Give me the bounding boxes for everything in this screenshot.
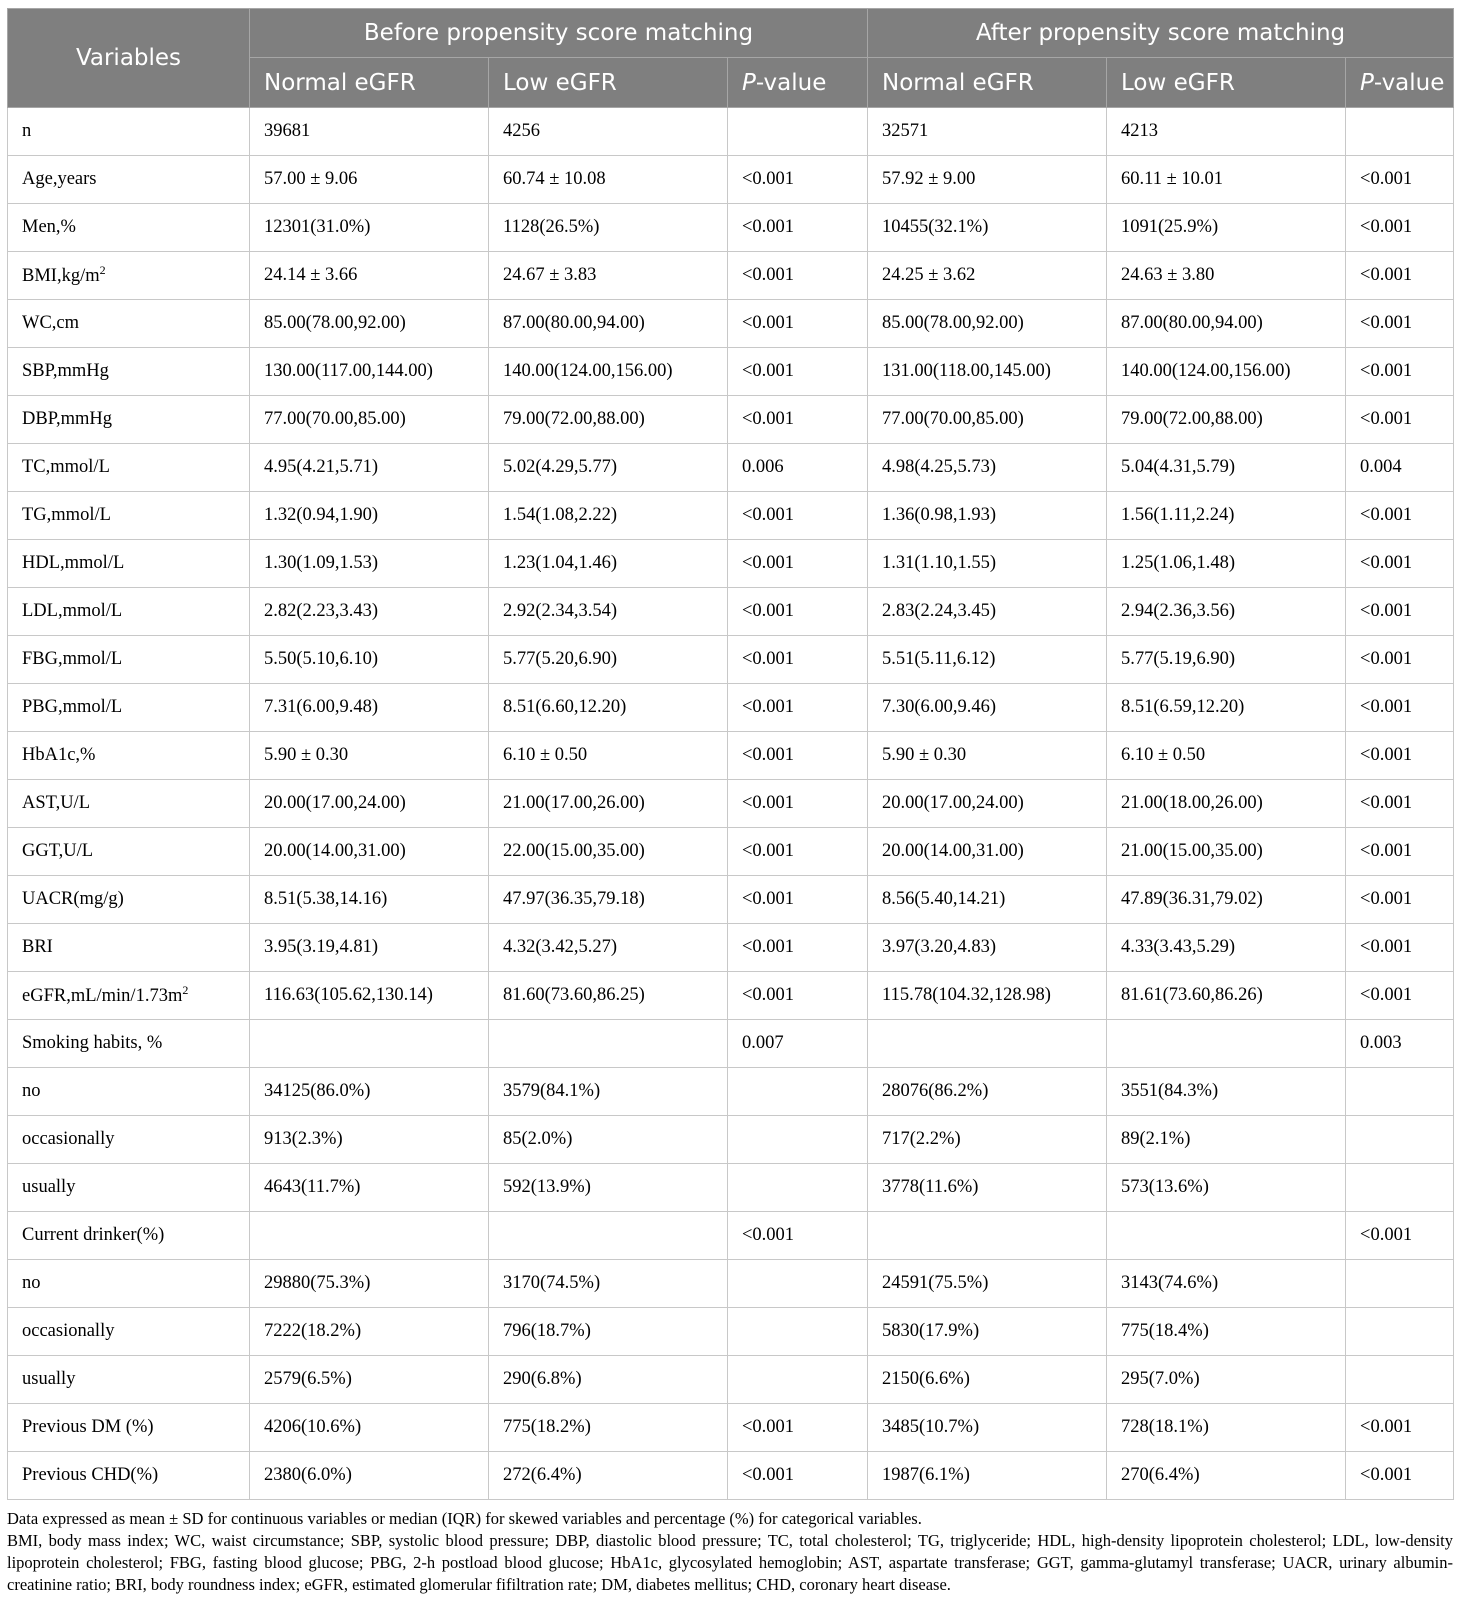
cell-a-p [1346, 108, 1454, 156]
cell-a-normal: 4.98(4.25,5.73) [868, 444, 1107, 492]
table-row [8, 300, 1454, 348]
cell-a-low: 21.00(15.00,35.00) [1107, 828, 1346, 876]
cell-a-p: <0.001 [1346, 636, 1454, 684]
cell-b-normal: 24.14 ± 3.66 [250, 252, 489, 300]
cell-a-low: 4213 [1107, 108, 1346, 156]
table-row [8, 876, 1454, 924]
cell-b-normal: 20.00(14.00,31.00) [250, 828, 489, 876]
cell-b-normal: 5.50(5.10,6.10) [250, 636, 489, 684]
cell-a-low: 8.51(6.59,12.20) [1107, 684, 1346, 732]
cell-b-low: 24.67 ± 3.83 [489, 252, 728, 300]
row-label: GGT,U/L [8, 828, 250, 876]
row-label: no [8, 1068, 250, 1116]
cell-b-normal [250, 1020, 489, 1068]
cell-b-normal: 1.30(1.09,1.53) [250, 540, 489, 588]
row-label: AST,U/L [8, 780, 250, 828]
cell-a-low: 24.63 ± 3.80 [1107, 252, 1346, 300]
cell-a-low [1107, 1020, 1346, 1068]
cell-a-low: 79.00(72.00,88.00) [1107, 396, 1346, 444]
cell-a-low: 295(7.0%) [1107, 1356, 1346, 1404]
cell-a-p [1346, 1308, 1454, 1356]
table-row [8, 924, 1454, 972]
footnote-abbreviations: BMI, body mass index; WC, waist circumstance; SBP, systolic blood pressure; DBP, diastolic blood pressure; TC, total cholesterol; TG, triglyceride; HDL, high-density lipoprotein cholesterol; LDL, low-density lipoprotein cholesterol; FBG, fasting blood glucose; PBG, 2-h postload blood glucose; HbA1c, glycosylated hemoglobin; AST, aspartate transferase; GGT, gamma-glutamyl transferase; UACR, urinary albumin-creatinine ratio; BRI, body roundness index; eGFR, estimated glomerular fifiltration rate; DM, diabetes mellitus; CHD, coronary heart disease. [7, 1531, 1453, 1594]
table-row [8, 108, 1454, 156]
cell-b-normal: 116.63(105.62,130.14) [250, 972, 489, 1020]
cell-b-low: 140.00(124.00,156.00) [489, 348, 728, 396]
cell-b-normal: 85.00(78.00,92.00) [250, 300, 489, 348]
cell-b-p [728, 1308, 868, 1356]
cell-b-p: <0.001 [728, 732, 868, 780]
cell-b-p [728, 1164, 868, 1212]
cell-a-low: 3143(74.6%) [1107, 1260, 1346, 1308]
table-row [8, 348, 1454, 396]
cell-b-low: 81.60(73.60,86.25) [489, 972, 728, 1020]
cell-b-p [728, 1116, 868, 1164]
cell-b-low: 5.77(5.20,6.90) [489, 636, 728, 684]
cell-a-p: <0.001 [1346, 1452, 1454, 1500]
row-label: usually [8, 1356, 250, 1404]
header-after-normal: Normal eGFR [868, 58, 1107, 108]
cell-a-normal: 5.90 ± 0.30 [868, 732, 1107, 780]
row-label: TG,mmol/L [8, 492, 250, 540]
cell-b-normal: 1.32(0.94,1.90) [250, 492, 489, 540]
cell-a-p: <0.001 [1346, 1212, 1454, 1260]
row-label: FBG,mmol/L [8, 636, 250, 684]
cell-b-normal: 7222(18.2%) [250, 1308, 489, 1356]
cell-a-normal: 717(2.2%) [868, 1116, 1107, 1164]
row-label: Smoking habits, % [8, 1020, 250, 1068]
cell-b-low: 6.10 ± 0.50 [489, 732, 728, 780]
cell-b-p: <0.001 [728, 492, 868, 540]
cell-a-low: 1.25(1.06,1.48) [1107, 540, 1346, 588]
cell-b-low: 2.92(2.34,3.54) [489, 588, 728, 636]
row-label: $BMI,kg/m^2$ [8, 252, 250, 300]
cell-b-p: <0.001 [728, 1212, 868, 1260]
cell-b-low: 290(6.8%) [489, 1356, 728, 1404]
cell-a-low: 270(6.4%) [1107, 1452, 1346, 1500]
cell-b-p: 0.007 [728, 1020, 868, 1068]
cell-b-low: 796(18.7%) [489, 1308, 728, 1356]
cell-b-low: 60.74 ± 10.08 [489, 156, 728, 204]
cell-b-low: 775(18.2%) [489, 1404, 728, 1452]
cell-a-p: <0.001 [1346, 732, 1454, 780]
row-label: occasionally [8, 1308, 250, 1356]
cell-b-low: 85(2.0%) [489, 1116, 728, 1164]
cell-a-low: 775(18.4%) [1107, 1308, 1346, 1356]
cell-b-p: <0.001 [728, 684, 868, 732]
cell-b-normal: 57.00 ± 9.06 [250, 156, 489, 204]
table-row [8, 1308, 1454, 1356]
cell-b-p: <0.001 [728, 876, 868, 924]
cell-a-p: <0.001 [1346, 396, 1454, 444]
baseline-characteristics-table [7, 8, 1454, 1500]
cell-b-p [728, 1260, 868, 1308]
cell-a-p: <0.001 [1346, 684, 1454, 732]
cell-b-normal: 3.95(3.19,4.81) [250, 924, 489, 972]
cell-b-p: <0.001 [728, 204, 868, 252]
cell-a-p [1346, 1260, 1454, 1308]
cell-a-p: <0.001 [1346, 204, 1454, 252]
cell-a-p [1346, 1164, 1454, 1212]
cell-b-p: <0.001 [728, 396, 868, 444]
row-label: PBG,mmol/L [8, 684, 250, 732]
cell-a-low: 6.10 ± 0.50 [1107, 732, 1346, 780]
footnote-data-expression: Data expressed as mean ± SD for continuous variables or median (IQR) for skewed variables and percentage (%) for categorical variables. [7, 1509, 922, 1528]
header-after-pvalue: P-value [1346, 58, 1454, 108]
table-row [8, 1260, 1454, 1308]
table-row [8, 684, 1454, 732]
cell-b-normal: 12301(31.0%) [250, 204, 489, 252]
row-label: Previous CHD(%) [8, 1452, 250, 1500]
cell-b-normal: 39681 [250, 108, 489, 156]
cell-b-normal: 5.90 ± 0.30 [250, 732, 489, 780]
header-after-psm: After propensity score matching [868, 9, 1454, 58]
table-body [8, 108, 1454, 1500]
table-header [8, 9, 1454, 108]
cell-b-normal: 20.00(17.00,24.00) [250, 780, 489, 828]
cell-a-p: <0.001 [1346, 876, 1454, 924]
row-label: Men,% [8, 204, 250, 252]
cell-b-low: 1.54(1.08,2.22) [489, 492, 728, 540]
cell-a-low: 81.61(73.60,86.26) [1107, 972, 1346, 1020]
cell-b-low: 79.00(72.00,88.00) [489, 396, 728, 444]
cell-a-low [1107, 1212, 1346, 1260]
cell-a-normal: 3485(10.7%) [868, 1404, 1107, 1452]
row-label: LDL,mmol/L [8, 588, 250, 636]
cell-a-p: 0.004 [1346, 444, 1454, 492]
cell-a-normal [868, 1020, 1107, 1068]
cell-b-low: 8.51(6.60,12.20) [489, 684, 728, 732]
cell-a-p: <0.001 [1346, 828, 1454, 876]
cell-a-low: 5.04(4.31,5.79) [1107, 444, 1346, 492]
cell-a-p: <0.001 [1346, 972, 1454, 1020]
cell-b-normal: 4206(10.6%) [250, 1404, 489, 1452]
cell-b-low: 592(13.9%) [489, 1164, 728, 1212]
cell-b-p: <0.001 [728, 636, 868, 684]
cell-b-low: 21.00(17.00,26.00) [489, 780, 728, 828]
table-row [8, 492, 1454, 540]
table-row [8, 156, 1454, 204]
table-row [8, 444, 1454, 492]
table-row [8, 1404, 1454, 1452]
table-row [8, 540, 1454, 588]
cell-b-normal [250, 1212, 489, 1260]
header-before-pvalue: P-value [728, 58, 868, 108]
cell-a-normal: 3778(11.6%) [868, 1164, 1107, 1212]
cell-b-low: 87.00(80.00,94.00) [489, 300, 728, 348]
cell-a-low: 1091(25.9%) [1107, 204, 1346, 252]
cell-b-low: 4256 [489, 108, 728, 156]
cell-b-p: <0.001 [728, 252, 868, 300]
cell-b-p: <0.001 [728, 156, 868, 204]
cell-b-normal: 2579(6.5%) [250, 1356, 489, 1404]
cell-a-p [1346, 1116, 1454, 1164]
cell-b-normal: 29880(75.3%) [250, 1260, 489, 1308]
cell-b-low: 47.97(36.35,79.18) [489, 876, 728, 924]
table-row [8, 1356, 1454, 1404]
table-row [8, 1116, 1454, 1164]
cell-b-p: <0.001 [728, 1404, 868, 1452]
cell-b-normal: 8.51(5.38,14.16) [250, 876, 489, 924]
cell-b-p [728, 1068, 868, 1116]
cell-b-low [489, 1212, 728, 1260]
row-label: no [8, 1260, 250, 1308]
cell-a-normal: 1.36(0.98,1.93) [868, 492, 1107, 540]
cell-a-normal: 20.00(14.00,31.00) [868, 828, 1107, 876]
row-label: DBP,mmHg [8, 396, 250, 444]
row-label: occasionally [8, 1116, 250, 1164]
cell-a-low: 5.77(5.19,6.90) [1107, 636, 1346, 684]
cell-a-normal: 131.00(118.00,145.00) [868, 348, 1107, 396]
table-row [8, 828, 1454, 876]
cell-a-p: <0.001 [1346, 492, 1454, 540]
cell-a-normal: 2.83(2.24,3.45) [868, 588, 1107, 636]
cell-a-normal: 8.56(5.40,14.21) [868, 876, 1107, 924]
cell-a-normal: 1987(6.1%) [868, 1452, 1107, 1500]
cell-b-p: <0.001 [728, 972, 868, 1020]
table-row [8, 588, 1454, 636]
cell-b-p: <0.001 [728, 1452, 868, 1500]
cell-a-normal: 5.51(5.11,6.12) [868, 636, 1107, 684]
table-row [8, 1068, 1454, 1116]
cell-b-low: 1128(26.5%) [489, 204, 728, 252]
cell-a-p: <0.001 [1346, 1404, 1454, 1452]
cell-b-p: 0.006 [728, 444, 868, 492]
cell-a-normal: 3.97(3.20,4.83) [868, 924, 1107, 972]
cell-a-p: <0.001 [1346, 924, 1454, 972]
cell-b-normal: 4.95(4.21,5.71) [250, 444, 489, 492]
cell-a-low: 573(13.6%) [1107, 1164, 1346, 1212]
cell-a-p: <0.001 [1346, 300, 1454, 348]
cell-b-p: <0.001 [728, 924, 868, 972]
cell-b-low: 22.00(15.00,35.00) [489, 828, 728, 876]
cell-a-low: 89(2.1%) [1107, 1116, 1346, 1164]
cell-a-low: 4.33(3.43,5.29) [1107, 924, 1346, 972]
cell-b-normal: 2.82(2.23,3.43) [250, 588, 489, 636]
table-row [8, 732, 1454, 780]
cell-b-low: 1.23(1.04,1.46) [489, 540, 728, 588]
table-row [8, 1212, 1454, 1260]
row-label: UACR(mg/g) [8, 876, 250, 924]
cell-a-normal: 1.31(1.10,1.55) [868, 540, 1107, 588]
table-row [8, 252, 1454, 300]
row-label: Current drinker(%) [8, 1212, 250, 1260]
cell-a-low: 1.56(1.11,2.24) [1107, 492, 1346, 540]
cell-a-p: <0.001 [1346, 780, 1454, 828]
header-after-low: Low eGFR [1107, 58, 1346, 108]
cell-b-normal: 913(2.3%) [250, 1116, 489, 1164]
cell-b-p: <0.001 [728, 300, 868, 348]
cell-a-p: <0.001 [1346, 156, 1454, 204]
cell-a-normal: 28076(86.2%) [868, 1068, 1107, 1116]
cell-b-low: 3579(84.1%) [489, 1068, 728, 1116]
row-label: HbA1c,% [8, 732, 250, 780]
cell-b-normal: 4643(11.7%) [250, 1164, 489, 1212]
cell-a-low: 60.11 ± 10.01 [1107, 156, 1346, 204]
cell-a-normal: 24591(75.5%) [868, 1260, 1107, 1308]
table-row [8, 636, 1454, 684]
row-label: TC,mmol/L [8, 444, 250, 492]
table-container [7, 8, 1453, 1596]
table-footnotes [7, 1508, 1453, 1596]
cell-a-normal: 57.92 ± 9.00 [868, 156, 1107, 204]
cell-a-normal: 2150(6.6%) [868, 1356, 1107, 1404]
cell-a-normal: 85.00(78.00,92.00) [868, 300, 1107, 348]
cell-a-p [1346, 1068, 1454, 1116]
row-label: Age,years [8, 156, 250, 204]
cell-a-p: <0.001 [1346, 588, 1454, 636]
cell-a-p: <0.001 [1346, 540, 1454, 588]
row-label: WC,cm [8, 300, 250, 348]
cell-b-low [489, 1020, 728, 1068]
row-label: $eGFR,mL/\min/1.73m^2$ [8, 972, 250, 1020]
table-row [8, 1452, 1454, 1500]
cell-b-p [728, 1356, 868, 1404]
header-before-psm: Before propensity score matching [250, 9, 868, 58]
header-before-low: Low eGFR [489, 58, 728, 108]
row-label: n [8, 108, 250, 156]
cell-a-low: 140.00(124.00,156.00) [1107, 348, 1346, 396]
cell-b-p: <0.001 [728, 540, 868, 588]
cell-a-normal: 20.00(17.00,24.00) [868, 780, 1107, 828]
cell-a-normal [868, 1212, 1107, 1260]
cell-b-low: 3170(74.5%) [489, 1260, 728, 1308]
cell-b-normal: 77.00(70.00,85.00) [250, 396, 489, 444]
cell-b-low: 272(6.4%) [489, 1452, 728, 1500]
cell-a-normal: 32571 [868, 108, 1107, 156]
table-row [8, 1020, 1454, 1068]
cell-a-normal: 10455(32.1%) [868, 204, 1107, 252]
cell-a-low: 728(18.1%) [1107, 1404, 1346, 1452]
row-label: HDL,mmol/L [8, 540, 250, 588]
table-row [8, 204, 1454, 252]
cell-b-normal: 2380(6.0%) [250, 1452, 489, 1500]
cell-b-p: <0.001 [728, 828, 868, 876]
cell-a-p [1346, 1356, 1454, 1404]
cell-a-p: 0.003 [1346, 1020, 1454, 1068]
row-label: usually [8, 1164, 250, 1212]
cell-a-p: <0.001 [1346, 252, 1454, 300]
cell-b-normal: 7.31(6.00,9.48) [250, 684, 489, 732]
cell-b-low: 5.02(4.29,5.77) [489, 444, 728, 492]
cell-a-low: 3551(84.3%) [1107, 1068, 1346, 1116]
cell-a-low: 87.00(80.00,94.00) [1107, 300, 1346, 348]
cell-a-low: 21.00(18.00,26.00) [1107, 780, 1346, 828]
cell-b-low: 4.32(3.42,5.27) [489, 924, 728, 972]
cell-a-low: 47.89(36.31,79.02) [1107, 876, 1346, 924]
row-label: BRI [8, 924, 250, 972]
cell-a-normal: 24.25 ± 3.62 [868, 252, 1107, 300]
row-label: Previous DM (%) [8, 1404, 250, 1452]
cell-b-p [728, 108, 868, 156]
table-row [8, 972, 1454, 1020]
cell-b-p: <0.001 [728, 348, 868, 396]
cell-a-normal: 5830(17.9%) [868, 1308, 1107, 1356]
cell-a-normal: 115.78(104.32,128.98) [868, 972, 1107, 1020]
table-row [8, 1164, 1454, 1212]
header-variables: Variables [8, 9, 250, 108]
cell-b-p: <0.001 [728, 588, 868, 636]
row-label: SBP,mmHg [8, 348, 250, 396]
cell-b-normal: 34125(86.0%) [250, 1068, 489, 1116]
cell-a-low: 2.94(2.36,3.56) [1107, 588, 1346, 636]
cell-b-normal: 130.00(117.00,144.00) [250, 348, 489, 396]
cell-a-normal: 77.00(70.00,85.00) [868, 396, 1107, 444]
cell-b-p: <0.001 [728, 780, 868, 828]
table-row [8, 396, 1454, 444]
cell-a-normal: 7.30(6.00,9.46) [868, 684, 1107, 732]
cell-a-p: <0.001 [1346, 348, 1454, 396]
header-before-normal: Normal eGFR [250, 58, 489, 108]
table-row [8, 780, 1454, 828]
